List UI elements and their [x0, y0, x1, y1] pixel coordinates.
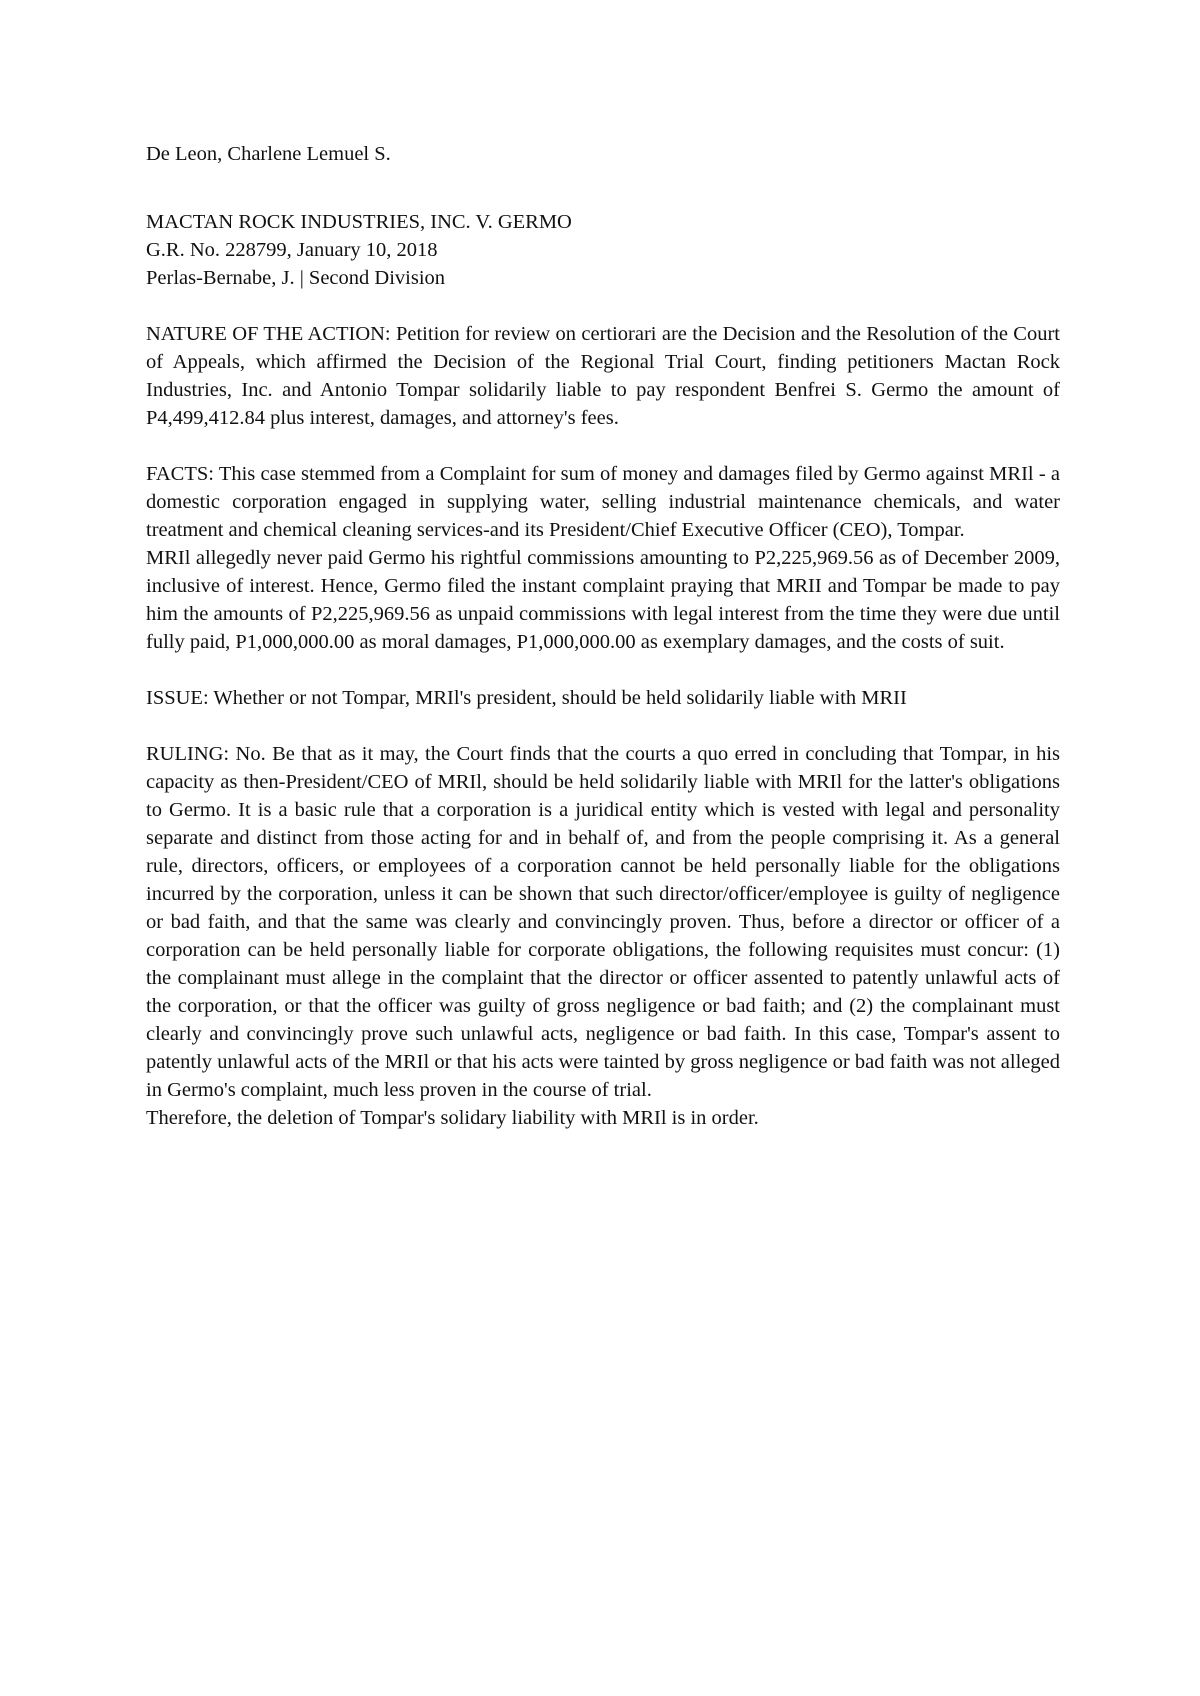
case-ponente: Perlas-Bernabe, J. | Second Division	[146, 267, 446, 289]
case-citation: G.R. No. 228799, January 10, 2018	[146, 239, 438, 261]
facts-section	[146, 460, 1060, 656]
case-header	[146, 208, 1060, 292]
nature-of-action-paragraph: NATURE OF THE ACTION: Petition for review on certiorari are the Decision and the Resolution of the Court of Appeals, which affirmed the Decision of the Regional Trial Court, finding petitioners Mactan Rock Industries, Inc. and Antonio Tompar solidarily liable to pay respondent Benfrei S. Germo the amount of P4,499,412.84 plus interest, damages, and attorney's fees.	[146, 323, 1060, 429]
ruling-section	[146, 740, 1060, 1132]
facts-paragraph-1: FACTS: This case stemmed from a Complaint for sum of money and damages filed by Germo against MRIl - a domestic corporation engaged in supplying water, selling industrial maintenance chemicals, and water treatment and chemical cleaning services-and its President/Chief Executive Officer (CEO), Tompar.	[146, 463, 1060, 541]
case-title: MACTAN ROCK INDUSTRIES, INC. V. GERMO	[146, 211, 572, 233]
document-page	[146, 140, 1060, 1160]
issue-paragraph: ISSUE: Whether or not Tompar, MRIl's president, should be held solidarily liable with MRII	[146, 687, 907, 709]
author-name: De Leon, Charlene Lemuel S.	[146, 143, 391, 165]
ruling-paragraph-2: Therefore, the deletion of Tompar's solidary liability with MRIl is in order.	[146, 1107, 759, 1129]
facts-paragraph-2: MRIl allegedly never paid Germo his rightful commissions amounting to P2,225,969.56 as of December 2009, inclusive of interest. Hence, Germo filed the instant complaint praying that MRII and Tompar be made to pay him the amounts of P2,225,969.56 as unpaid commissions with legal interest from the time they were due until fully paid, P1,000,000.00 as moral damages, P1,000,000.00 as exemplary damages, and the costs of suit.	[146, 547, 1060, 653]
ruling-paragraph-1: RULING: No. Be that as it may, the Court finds that the courts a quo erred in concluding that Tompar, in his capacity as then-President/CEO of MRIl, should be held solidarily liable with MRIl for the latter's obligations to Germo. It is a basic rule that a corporation is a juridical entity which is vested with legal and personality separate and distinct from those acting for and in behalf of, and from the people comprising it. As a general rule, directors, officers, or employees of a corporation cannot be held personally liable for the obligations incurred by the corporation, unless it can be shown that such director/officer/employee is guilty of negligence or bad faith, and that the same was clearly and convincingly proven. Thus, before a director or officer of a corporation can be held personally liable for corporate obligations, the following requisites must concur: (1) the complainant must allege in the complaint that the director or officer assented to patently unlawful acts of the corporation, or that the officer was guilty of gross negligence or bad faith; and (2) the complainant must clearly and convincingly prove such unlawful acts, negligence or bad faith. In this case, Tompar's assent to patently unlawful acts of the MRIl or that his acts were tainted by gross negligence or bad faith was not alleged in Germo's complaint, much less proven in the course of trial.	[146, 743, 1060, 1101]
